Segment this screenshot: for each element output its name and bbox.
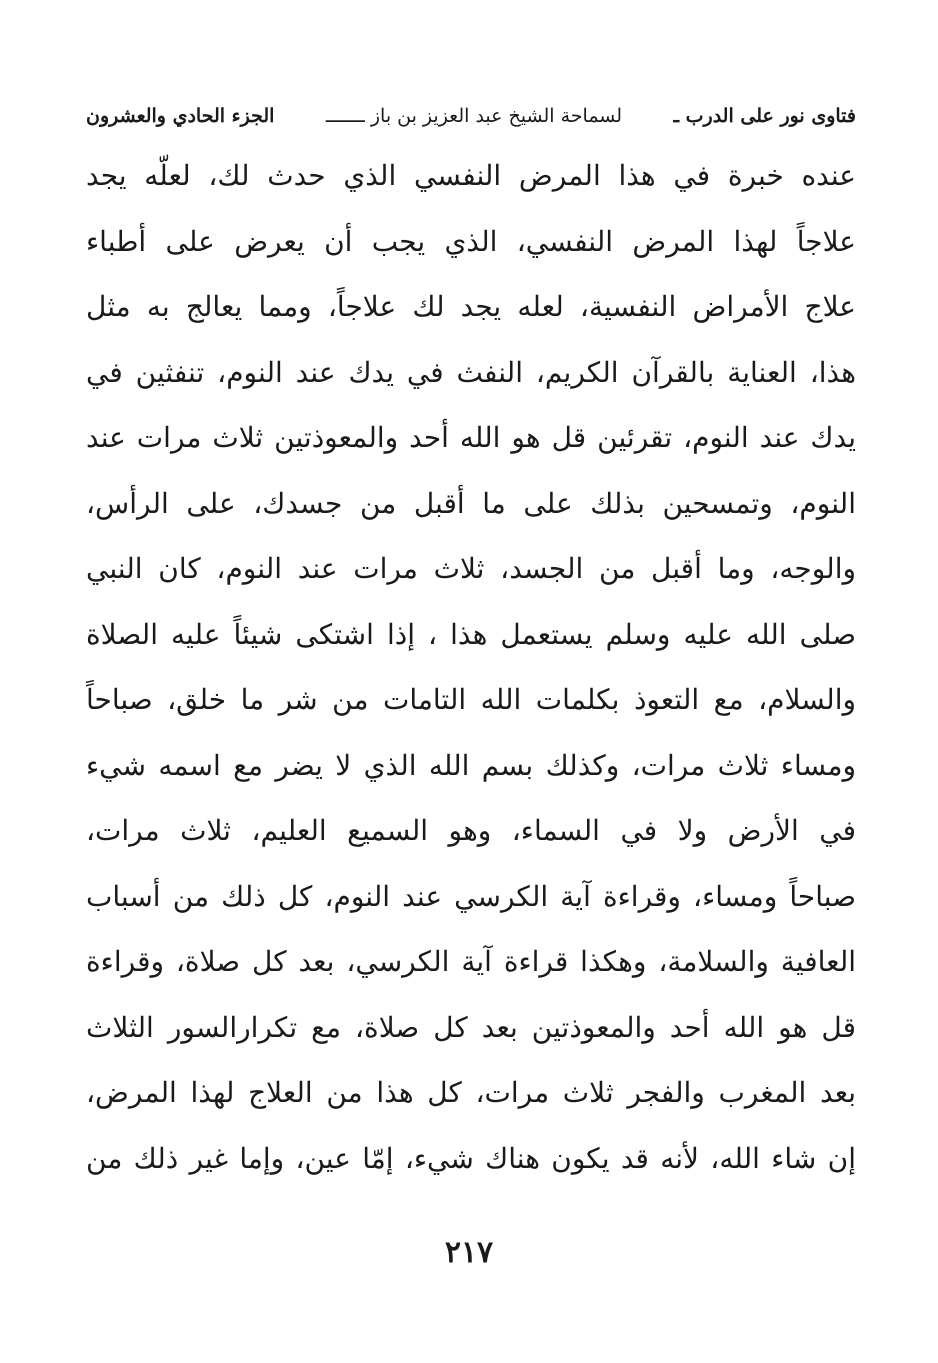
text-line: في الأرض ولا في السماء، وهو السميع العليم، ثلاث مرات،	[86, 814, 856, 847]
text-line: ومساء ثلاث مرات، وكذلك بسم الله الذي لا يضر مع اسمه شيء	[86, 748, 856, 782]
text-line: يدك عند النوم، تقرئين قل هو الله أحد والمعوذتين ثلاث مرات عند	[86, 421, 856, 454]
running-head	[86, 96, 856, 136]
text-line: علاج الأمراض النفسية، لعله يجد لك علاجاً، ومما يعالج به مثل	[86, 290, 856, 323]
author-credit: لسماحة الشيخ عبد العزيز بن باز ـــــــ	[325, 105, 623, 127]
text-line: إن شاء الله، لأنه قد يكون هناك شيء، إمّا عين، وإما غير ذلك من	[86, 1141, 856, 1175]
text-line: هذا، العناية بالقرآن الكريم، النفث في يدك عند النوم، تنفثين في	[86, 355, 856, 389]
text-line: صلى الله عليه وسلم يستعمل هذا ، إذا اشتكى شيئاً عليه الصلاة	[86, 617, 856, 651]
text-line: بعد المغرب والفجر ثلاث مرات، كل هذا من العلاج لهذا المرض،	[86, 1076, 856, 1109]
text-line: والسلام، مع التعوذ بكلمات الله التامات من شر ما خلق، صباحاً	[86, 683, 856, 716]
book-title: فتاوى نور على الدرب ـ	[673, 105, 856, 127]
text-line: والوجه، وما أقبل من الجسد، ثلاث مرات عند النوم، كان النبي	[86, 552, 856, 585]
volume-label: الجزء الحادي والعشرون	[86, 105, 275, 127]
page-number: ٢١٧	[444, 1235, 494, 1270]
text-line: النوم، وتمسحين بذلك على ما أقبل من جسدك، على الرأس،	[86, 486, 856, 520]
text-line: قل هو الله أحد والمعوذتين بعد كل صلاة، مع تكرارالسور الثلاث	[86, 1010, 856, 1044]
body-text	[86, 143, 856, 1191]
text-line: علاجاً لهذا المرض النفسي، الذي يجب أن يعرض على أطباء	[86, 224, 856, 258]
text-line: صباحاً ومساء، وقراءة آية الكرسي عند النوم، كل ذلك من أسباب	[86, 879, 856, 913]
text-line: العافية والسلامة، وهكذا قراءة آية الكرسي، بعد كل صلاة، وقراءة	[86, 945, 856, 978]
text-line: عنده خبرة في هذا المرض النفسي الذي حدث لك، لعلّه يجد	[86, 159, 856, 192]
